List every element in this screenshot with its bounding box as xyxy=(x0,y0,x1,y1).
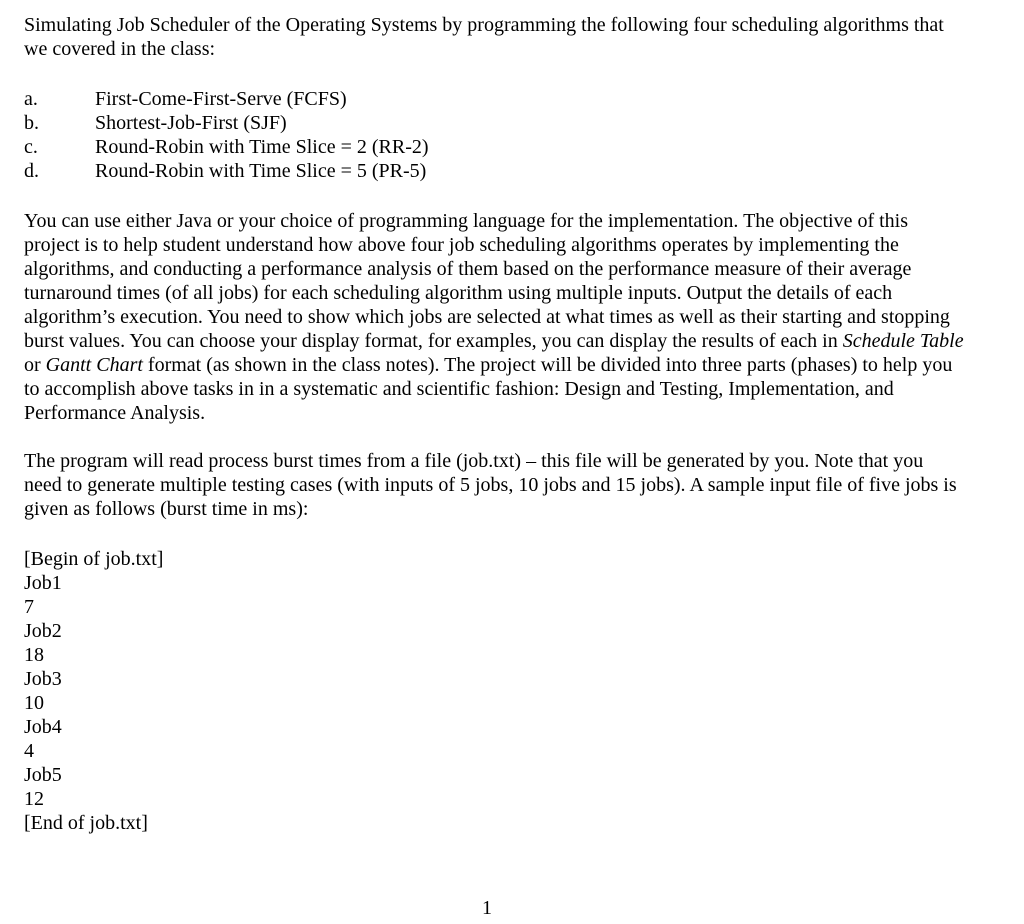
algorithm-letter: d. xyxy=(24,160,39,182)
objective-text-part2: or xyxy=(24,354,46,376)
intro-paragraph: Simulating Job Scheduler of the Operating Systems by programming the following four scheduling algorithms that we covered in the class: xyxy=(24,14,944,60)
job-file-sample xyxy=(24,547,964,835)
job-name: Job4 xyxy=(24,716,62,738)
objective-text-part1: You can use either Java or your choice of programming language for the implementation. The objective of this project is to help student understand how above four job scheduling algorithms operates by implementing the algorithms, and conducting a performance analysis of them based on the performance measure of their average turnaround times (of all jobs) for each scheduling algorithm using multiple inputs. Output the details of each algorithm’s execution. You need to show which jobs are selected at what times as well as their starting and stopping burst values. You can choose your display format, for examples, you can display the results of each in xyxy=(24,210,950,352)
algorithm-item-fcfs xyxy=(24,87,964,111)
job-file-begin: [Begin of job.txt] xyxy=(24,548,164,570)
algorithm-text: Shortest-Job-First (SJF) xyxy=(95,112,287,134)
algorithm-item-rr5 xyxy=(24,159,964,183)
objective-paragraph xyxy=(24,209,964,425)
job-name: Job2 xyxy=(24,620,62,642)
job-file-end: [End of job.txt] xyxy=(24,812,148,834)
algorithm-letter: a. xyxy=(24,88,38,110)
schedule-table-term: Schedule Table xyxy=(842,330,964,352)
job-burst-time: 18 xyxy=(24,644,44,666)
algorithm-letter: c. xyxy=(24,136,38,158)
job-burst-time: 12 xyxy=(24,788,44,810)
algorithm-text: Round-Robin with Time Slice = 2 (RR-2) xyxy=(95,136,429,158)
algorithm-letter: b. xyxy=(24,112,39,134)
algorithm-item-sjf xyxy=(24,111,964,135)
document-page xyxy=(24,13,964,835)
objective-text-part3: format (as shown in the class notes). The project will be divided into three parts (phases) to help you to accomplish above tasks in in a systematic and scientific fashion: Design and Testing, Implementation, and Performance Analysis. xyxy=(24,354,953,424)
job-burst-time: 7 xyxy=(24,596,34,618)
algorithm-item-rr2 xyxy=(24,135,964,159)
job-name: Job5 xyxy=(24,764,62,786)
algorithm-text: Round-Robin with Time Slice = 5 (PR-5) xyxy=(95,160,427,182)
page-number: 1 xyxy=(482,897,492,919)
job-name: Job3 xyxy=(24,668,62,690)
gantt-chart-term: Gantt Chart xyxy=(45,354,143,376)
job-name: Job1 xyxy=(24,572,62,594)
program-paragraph: The program will read process burst times from a file (job.txt) – this file will be generated by you. Note that you need to generate multiple testing cases (with inputs of 5 jobs, 10 jobs and 15 jobs). A sample input file of five jobs is given as follows (burst time in ms): xyxy=(24,450,957,520)
job-burst-time: 10 xyxy=(24,692,44,714)
job-burst-time: 4 xyxy=(24,740,34,762)
algorithm-list xyxy=(24,87,964,183)
algorithm-text: First-Come-First-Serve (FCFS) xyxy=(95,88,347,110)
